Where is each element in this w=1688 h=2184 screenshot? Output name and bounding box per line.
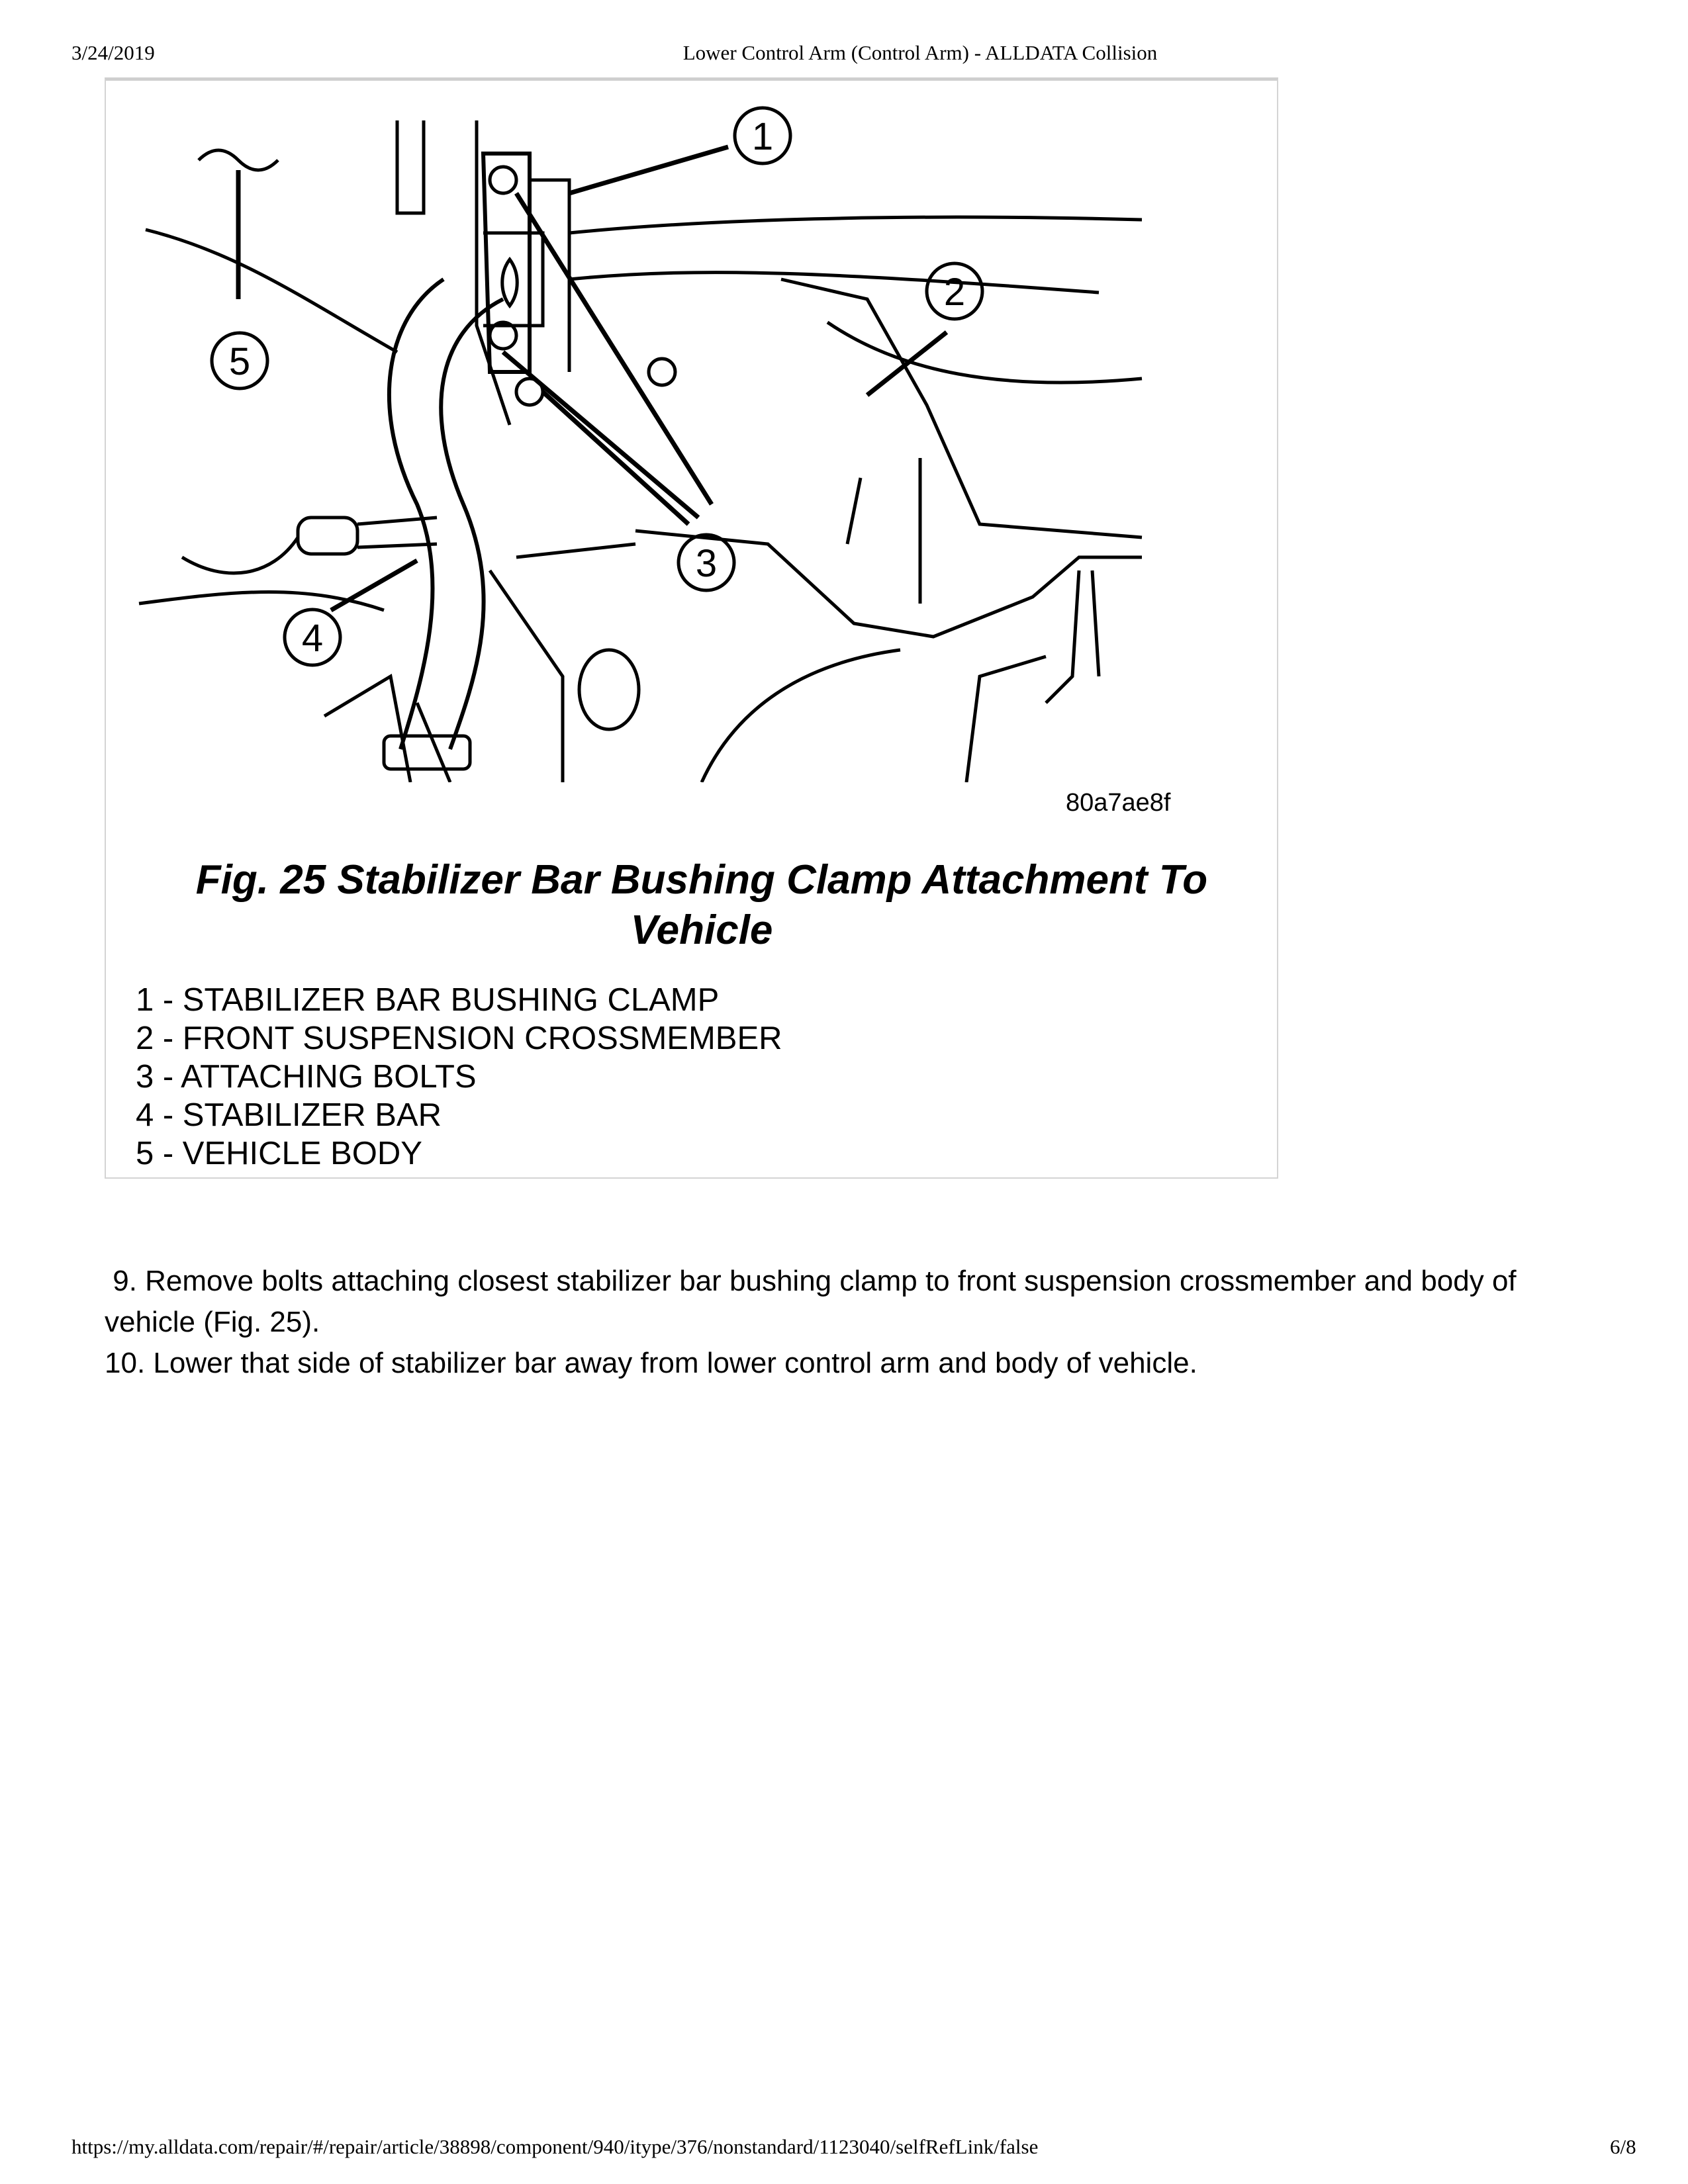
footer-page-number: 6/8 xyxy=(1610,2135,1636,2158)
figure-caption: Fig. 25 Stabilizer Bar Bushing Clamp Attachment To Vehicle xyxy=(195,857,1208,953)
callout-2: 2 xyxy=(943,271,966,314)
header-title: Lower Control Arm (Control Arm) - ALLDATA Collision xyxy=(682,41,1158,64)
legend-item: 3 - ATTACHING BOLTS xyxy=(136,1059,477,1095)
legend-item: 2 - FRONT SUSPENSION CROSSMEMBER xyxy=(136,1021,782,1056)
procedure-steps xyxy=(105,1261,1561,1384)
step-9: 9. Remove bolts attaching closest stabilizer bar bushing clamp to front suspension crossmember and body of vehicle (Fig. 25). xyxy=(105,1265,1524,1338)
callout-1: 1 xyxy=(751,115,774,158)
callout-5: 5 xyxy=(228,340,251,383)
callout-4: 4 xyxy=(301,617,324,660)
legend-item: 1 - STABILIZER BAR BUSHING CLAMP xyxy=(136,982,720,1018)
figure-legend xyxy=(136,981,782,1173)
header-date: 3/24/2019 xyxy=(71,41,155,64)
figure-image-code: 80a7ae8f xyxy=(1066,789,1171,817)
stabilizer-bar-diagram xyxy=(106,81,1278,782)
legend-item: 4 - STABILIZER BAR xyxy=(136,1097,442,1133)
step-10: 10. Lower that side of stabilizer bar away from lower control arm and body of vehicle. xyxy=(105,1347,1197,1379)
legend-item: 5 - VEHICLE BODY xyxy=(136,1136,422,1171)
callout-3: 3 xyxy=(695,542,718,585)
figure-panel xyxy=(105,77,1278,1179)
footer-url: https://my.alldata.com/repair/#/repair/article/38898/component/940/itype/376/nonstandard/1123040/selfRefLink/false xyxy=(71,2135,1039,2158)
